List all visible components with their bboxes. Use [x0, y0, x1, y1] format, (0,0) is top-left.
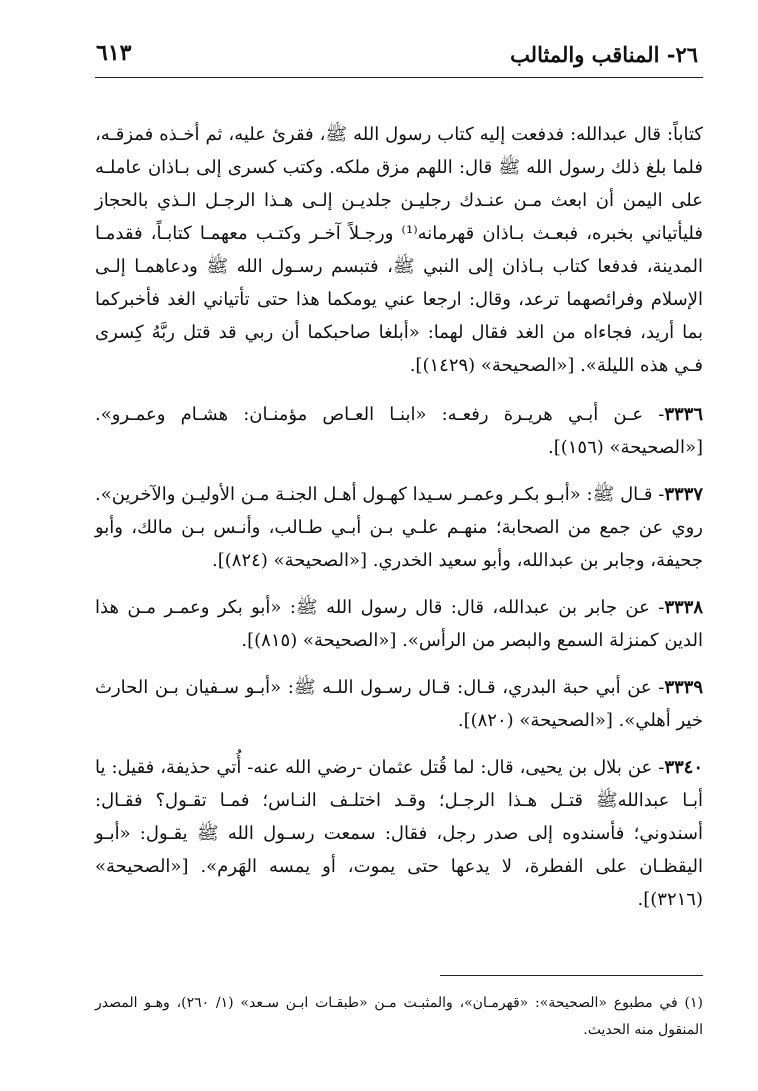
- hadith-number: ٣٣٤٠: [664, 757, 704, 778]
- hadith-text: - عن جابر بن عبدالله، قال: قال رسول الله ﷺ: «أبو بكر وعمـر مـن هذا الدين كمنزلة السمع والبصر من الرأس». [«الصحيحة» (٨١٥)].: [95, 597, 703, 651]
- footnote: (١) في مطبوع «الصحيحة»: «قهرمـان»، والمثبـت مـن «طبقـات ابـن سـعد» (١/ ٢٦٠)، وهـو المصدر المنقول منه الحديث.: [95, 995, 704, 1038]
- hadith-3339: [95, 671, 703, 737]
- hadith-number: ٣٣٣٧: [664, 484, 703, 505]
- page-header: [0, 0, 758, 80]
- hadith-text: - عن أبي حبة البدري، قـال: قـال رسـول اللـه ﷺ: «أبـو سـفيان بـن الحارث خير أهلي». [«الصحيحة» (٨٢٠)].: [95, 677, 703, 731]
- footnote-divider: [440, 975, 703, 976]
- hadith-number: ٣٣٣٦: [664, 404, 703, 425]
- paragraph-continuation: [95, 118, 703, 382]
- page-number: ٦١٣: [96, 40, 132, 66]
- chapter-title: ٢٦- المناقب والمثالب: [510, 42, 698, 67]
- paragraph-text: كتاباً: قال عبدالله: فدفعت إليه كتاب رسول الله ﷺ، فقرئ عليه، ثم أخـذه فمزقـه، فلما بلغ ذلك رسول الله ﷺ قال: اللهم مزق ملكه. وكتب كسرى إلى بـاذان عاملـه على اليمن أن ابعث مـن عنـدك رجليـن جلديـن إلـى هـذا الرجـل الـذي بالحجاز فليأتياني بخبره، فبعـث بـاذان قهرمانه⁽¹⁾ ورجـلاً آخـر وكتـب معهمـا كتابـاً، فقدمـا المدينة، فدفعا كتاب بـاذان إلى النبي ﷺ، فتبسم رسـول الله ﷺ ودعاهمـا إلـى الإسلام وفرائصهما ترعد، وقال: ارجعا عني يومكما هذا حتى تأتياني الغد فأخبركما بما أريد، فجاءاه من الغد فقال لهما: «أبلغا صاحبكما أن ربي قد قتل ربَّهُ كِسرى فـي هذه الليلة». [«الصحيحة» (١٤٢٩)].: [95, 124, 703, 376]
- hadith-text: - قـال ﷺ: «أبـو بكـر وعمـر سـيدا كهـول أهـل الجنـة مـن الأوليـن والآخرين». روي عن جمع من الصحابة؛ منهـم علـي بـن أبـي طـالب، وأنـس بـن مالك، وأبو جحيفة، وجابر بن عبدالله، وأبو سعيد الخدري. [«الصحيحة» (٨٢٤)].: [94, 484, 703, 571]
- hadith-text: - عـن أبـي هريـرة رفعـه: «ابنـا العـاص مؤمنـان: هشـام وعمـرو». [«الصحيحة» (١٥٦)].: [95, 404, 703, 458]
- hadith-3338: [95, 591, 703, 657]
- hadith-3337: [95, 478, 703, 577]
- hadith-3340: [95, 751, 703, 916]
- hadith-number: ٣٣٣٨: [664, 597, 703, 618]
- hadith-3336: [95, 398, 703, 464]
- main-text: [95, 118, 703, 930]
- hadith-text: - عن بلال بن يحيى، قال: لما قُتل عثمان -رضي الله عنه- أُتي حذيفة، فقيل: يا أبـا عبداللهﷺ قتـل هـذا الرجـل؛ وقـد اختلـف النـاس؛ فمـا تقـول؟ فقـال: أسندوني؛ فأسندوه إلى صدر رجل، فقال: سمعت رسـول الله ﷺ يقـول: «أبـو اليقظـان على الفطرة، لا يدعها حتى يموت، أو يمسه الهَرم». [«الصحيحة» (٣٢١٦)].: [95, 757, 703, 910]
- header-divider: [95, 77, 703, 78]
- hadith-number: ٣٣٣٩: [664, 677, 703, 698]
